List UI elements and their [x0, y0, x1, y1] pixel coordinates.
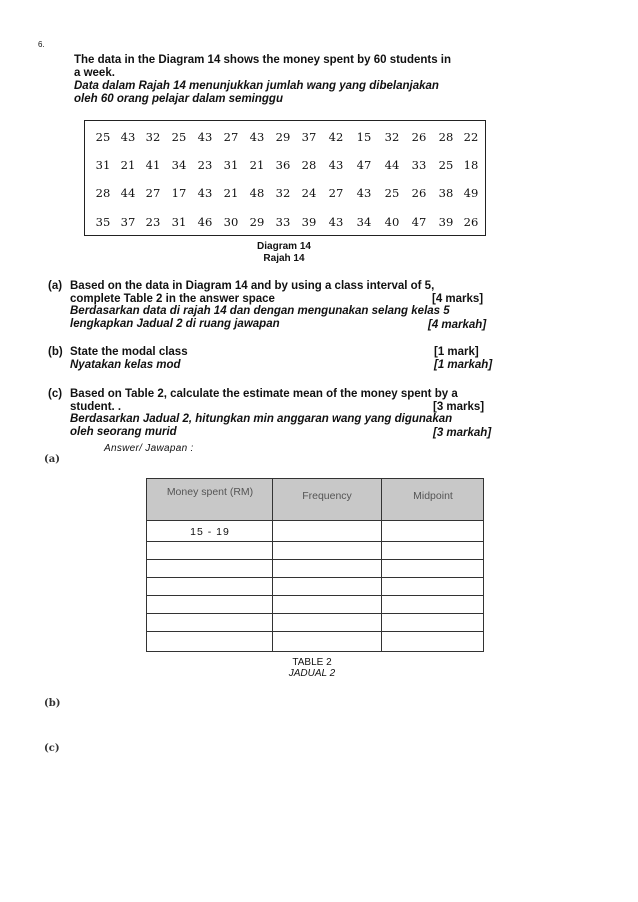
data-value: 23: [145, 215, 161, 229]
data-value: 39: [438, 215, 454, 229]
data-value: 39: [301, 215, 317, 229]
question-intro: [74, 54, 514, 106]
data-value: 29: [249, 215, 265, 229]
data-value: 27: [328, 186, 344, 200]
part-c-ms-2: oleh seorang murid: [70, 425, 177, 438]
data-value: 25: [95, 130, 111, 144]
answer-label-c: (c): [44, 743, 60, 754]
data-value: 43: [197, 186, 213, 200]
column-divider: [381, 479, 382, 651]
data-value: 21: [223, 186, 239, 200]
data-value: 43: [356, 186, 372, 200]
part-c-en-1: Based on Table 2, calculate the estimate mean of the money spent by a: [70, 388, 458, 400]
data-value: 15: [356, 130, 372, 144]
question-number: 6.: [38, 40, 45, 49]
header-midpoint: Midpoint: [413, 490, 453, 502]
data-value: 44: [384, 158, 400, 172]
row-divider: [147, 577, 483, 578]
intro-ms-line-1: Data dalam Rajah 14 menunjukkan jumlah wang yang dibelanjakan: [74, 80, 439, 92]
data-value: 17: [171, 186, 187, 200]
data-value: 28: [95, 186, 111, 200]
data-value: 21: [120, 158, 136, 172]
data-value: 24: [301, 186, 317, 200]
answer-label-a: (a): [44, 454, 60, 465]
header-frequency: Frequency: [302, 490, 352, 502]
data-value: 27: [223, 130, 239, 144]
part-a-ms-2: lengkapkan Jadual 2 di ruang jawapan: [70, 317, 280, 330]
answer-heading: Answer/ Jawapan :: [104, 443, 194, 454]
part-c-en-2: student. .: [70, 400, 122, 413]
data-value: 25: [384, 186, 400, 200]
data-value: 26: [463, 215, 479, 229]
data-value: 44: [120, 186, 136, 200]
data-value: 23: [197, 158, 213, 172]
data-value: 42: [328, 130, 344, 144]
data-value: 47: [356, 158, 372, 172]
diagram-caption-en: Diagram 14: [257, 241, 311, 252]
part-b-marks-en: [1 mark]: [434, 346, 479, 358]
table-2-header: [147, 479, 483, 521]
data-value: 48: [249, 186, 265, 200]
data-value: 43: [249, 130, 265, 144]
data-value: 22: [463, 130, 479, 144]
part-b-marks-ms: [1 markah]: [434, 359, 493, 371]
data-value: 31: [171, 215, 187, 229]
data-value: 43: [197, 130, 213, 144]
answer-label-b: (b): [44, 698, 61, 709]
row-divider: [147, 559, 483, 560]
part-b-en-1: State the modal class: [70, 346, 188, 358]
part-a-marks-ms: [4 markah]: [428, 319, 487, 331]
row-divider: [147, 595, 483, 596]
part-c-marks-en: [3 marks]: [433, 401, 485, 413]
part-a-label: (a): [48, 280, 63, 292]
diagram-14-data-box: [84, 120, 486, 236]
table-2: [146, 478, 484, 652]
row-divider: [147, 631, 483, 632]
data-value: 32: [384, 130, 400, 144]
part-c: [48, 388, 508, 444]
part-a-marks-en: [4 marks]: [432, 293, 484, 305]
data-value: 18: [463, 158, 479, 172]
data-value: 37: [301, 130, 317, 144]
first-class-interval: 15 - 19: [190, 526, 230, 538]
intro-ms-line-2: oleh 60 orang pelajar dalam seminggu: [74, 93, 283, 105]
diagram-caption-ms: Rajah 14: [263, 253, 305, 264]
data-value: 31: [95, 158, 111, 172]
data-value: 28: [438, 130, 454, 144]
data-value: 21: [249, 158, 265, 172]
table-caption-ms: JADUAL 2: [288, 668, 336, 679]
data-value: 35: [95, 215, 111, 229]
part-a-en-2: complete Table 2 in the answer space: [70, 292, 275, 305]
intro-en-line-1: The data in the Diagram 14 shows the money spent by 60 students in: [74, 54, 452, 66]
data-row: [85, 130, 485, 150]
data-row: [85, 186, 485, 206]
data-value: 29: [275, 130, 291, 144]
data-value: 37: [120, 215, 136, 229]
data-value: 34: [171, 158, 187, 172]
data-value: 33: [411, 158, 427, 172]
data-value: 26: [411, 186, 427, 200]
data-value: 31: [223, 158, 239, 172]
data-value: 34: [356, 215, 372, 229]
data-row: [85, 215, 485, 235]
data-value: 33: [275, 215, 291, 229]
data-value: 28: [301, 158, 317, 172]
table-caption-en: TABLE 2: [292, 657, 332, 668]
data-value: 27: [145, 186, 161, 200]
intro-en-line-2: a week.: [74, 67, 115, 79]
part-a: [48, 280, 508, 336]
data-value: 47: [411, 215, 427, 229]
data-value: 25: [171, 130, 187, 144]
row-divider: [147, 613, 483, 614]
data-value: 30: [223, 215, 239, 229]
data-value: 38: [438, 186, 454, 200]
data-value: 41: [145, 158, 161, 172]
data-value: 40: [384, 215, 400, 229]
data-value: 46: [197, 215, 213, 229]
data-value: 32: [145, 130, 161, 144]
part-b-ms-1: Nyatakan kelas mod: [70, 358, 181, 371]
data-value: 49: [463, 186, 479, 200]
data-row: [85, 158, 485, 178]
column-divider: [272, 479, 273, 651]
part-c-marks-ms: [3 markah]: [433, 427, 492, 439]
part-b-label: (b): [48, 346, 63, 358]
data-value: 26: [411, 130, 427, 144]
data-value: 43: [328, 158, 344, 172]
data-value: 32: [275, 186, 291, 200]
part-a-ms-1: Berdasarkan data di rajah 14 dan dengan mengunakan selang kelas 5: [70, 305, 450, 317]
row-divider: [147, 541, 483, 542]
data-value: 43: [120, 130, 136, 144]
data-value: 43: [328, 215, 344, 229]
data-value: 36: [275, 158, 291, 172]
part-b: [48, 346, 508, 374]
header-money-spent: Money spent (RM): [166, 486, 254, 498]
part-c-label: (c): [48, 388, 63, 400]
data-value: 25: [438, 158, 454, 172]
part-a-en-1: Based on the data in Diagram 14 and by using a class interval of 5,: [70, 280, 435, 292]
part-c-ms-1: Berdasarkan Jadual 2, hitungkan min anggaran wang yang digunakan: [70, 413, 453, 425]
